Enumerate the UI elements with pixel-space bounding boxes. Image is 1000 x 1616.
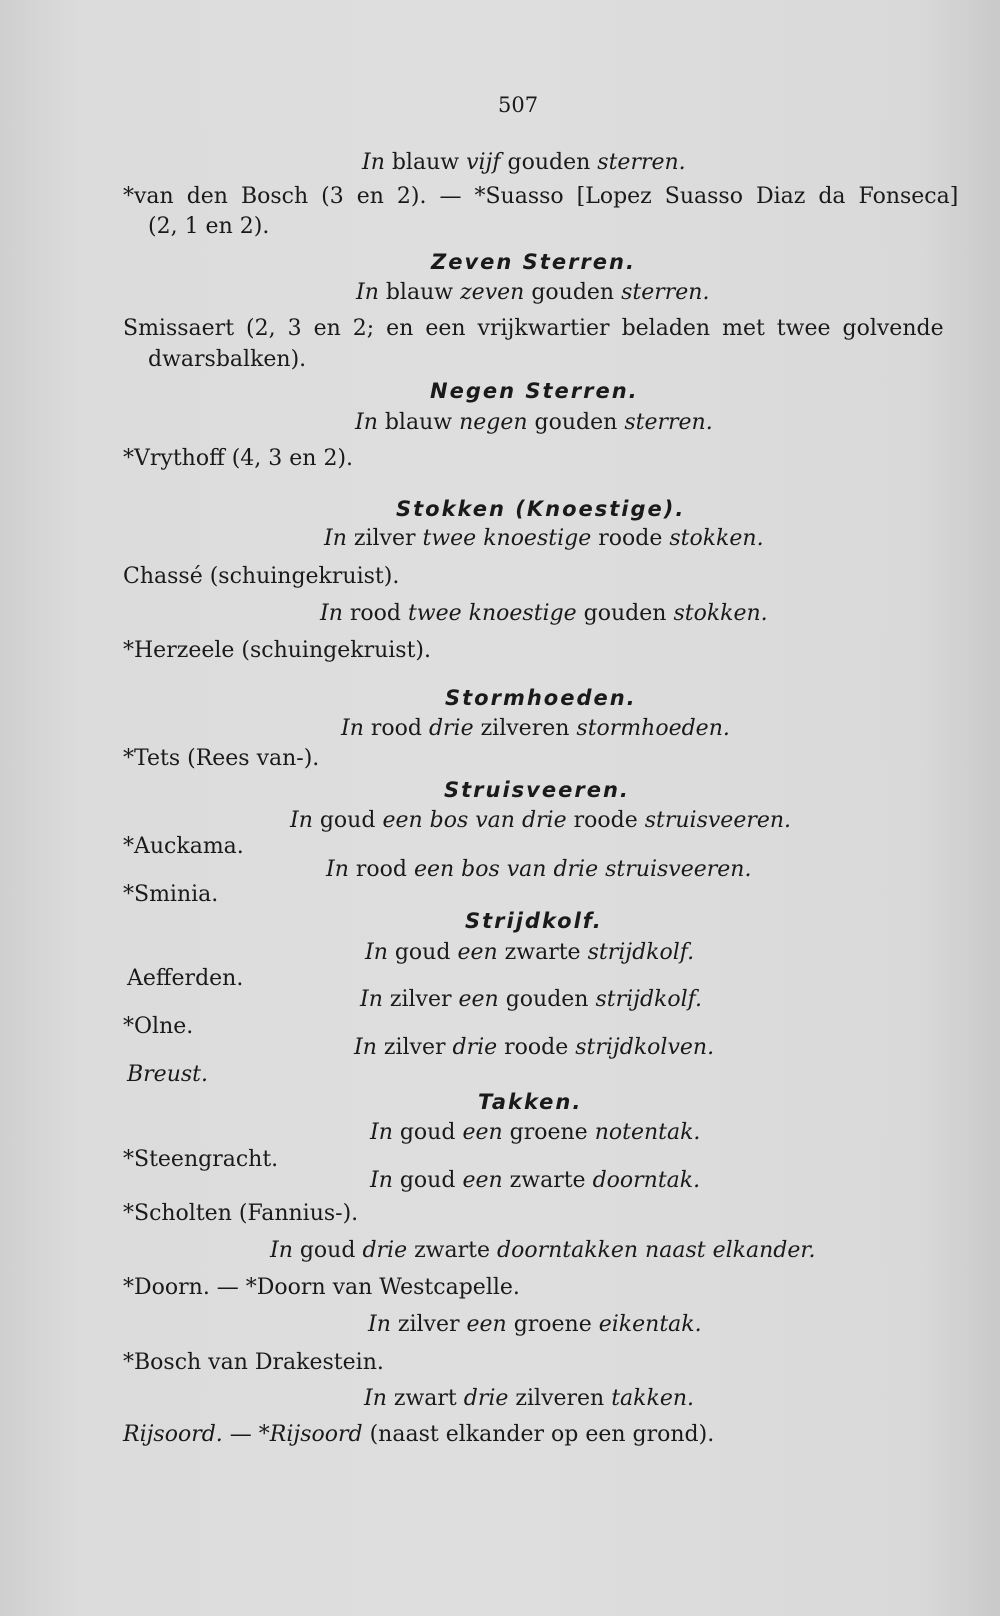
family-line: (2, 1 en 2). [148,214,270,239]
family-line: dwarsbalken). [148,347,307,372]
blazon-line: In zilver twee knoestige roode stokken. [324,526,764,551]
section-heading: Negen Sterren. [430,379,639,403]
section-heading: Stormhoeden. [445,686,637,710]
blazon-line: In zilver een gouden strijdkolf. [360,987,703,1012]
section-heading: Struisveeren. [444,778,630,802]
blazon-line: In goud een bos van drie roode struisveeren. [290,808,792,833]
family-line: *Vrythoff (4, 3 en 2). [123,446,354,471]
blazon-line: In goud drie zwarte doorntakken naast elkander. [270,1238,816,1263]
blazon-line: In blauw vijf gouden sterren. [362,150,686,175]
family-line: Aefferden. [127,966,244,991]
blazon-line: In zilver een groene eikentak. [368,1312,702,1337]
family-line: Breust. [127,1062,208,1087]
family-line: *Steengracht. [123,1147,279,1172]
family-line: *Bosch van Drakestein. [123,1350,384,1375]
section-heading: Stokken (Knoestige). [396,497,686,521]
blazon-line: In rood drie zilveren stormhoeden. [341,716,730,741]
blazon-line: In blauw zeven gouden sterren. [356,280,710,305]
blazon-line: In goud een zwarte doorntak. [370,1168,701,1193]
blazon-line: In zilver drie roode strijdkolven. [354,1035,715,1060]
family-line: *van den Bosch (3 en 2). — *Suasso [Lopez Suasso Diaz da Fonseca] [123,184,959,209]
family-line: *Herzeele (schuingekruist). [123,638,431,663]
blazon-line: In rood twee knoestige gouden stokken. [320,601,768,626]
section-heading: Zeven Sterren. [431,250,636,274]
family-line: *Tets (Rees van-). [123,746,320,771]
section-heading: Strijdkolf. [465,909,603,933]
page-number: 507 [498,93,539,117]
blazon-line: In blauw negen gouden sterren. [355,410,713,435]
blazon-line: In goud een zwarte strijdkolf. [365,940,695,965]
blazon-line: In zwart drie zilveren takken. [364,1386,695,1411]
blazon-line: In goud een groene notentak. [370,1120,701,1145]
family-line: *Scholten (Fannius-). [123,1201,359,1226]
section-heading: Takken. [478,1090,583,1114]
family-line: Chassé (schuingekruist). [123,564,400,589]
family-line: *Sminia. [123,882,219,907]
family-line: *Doorn. — *Doorn van Westcapelle. [123,1275,520,1300]
family-line: Smissaert (2, 3 en 2; en een vrijkwartier beladen met twee golvende [123,316,944,341]
family-line: Rijsoord. — *Rijsoord (naast elkander op een grond). [123,1422,715,1447]
family-line: *Auckama. [123,834,244,859]
family-line: *Olne. [123,1014,194,1039]
blazon-line: In rood een bos van drie struisveeren. [326,857,752,882]
